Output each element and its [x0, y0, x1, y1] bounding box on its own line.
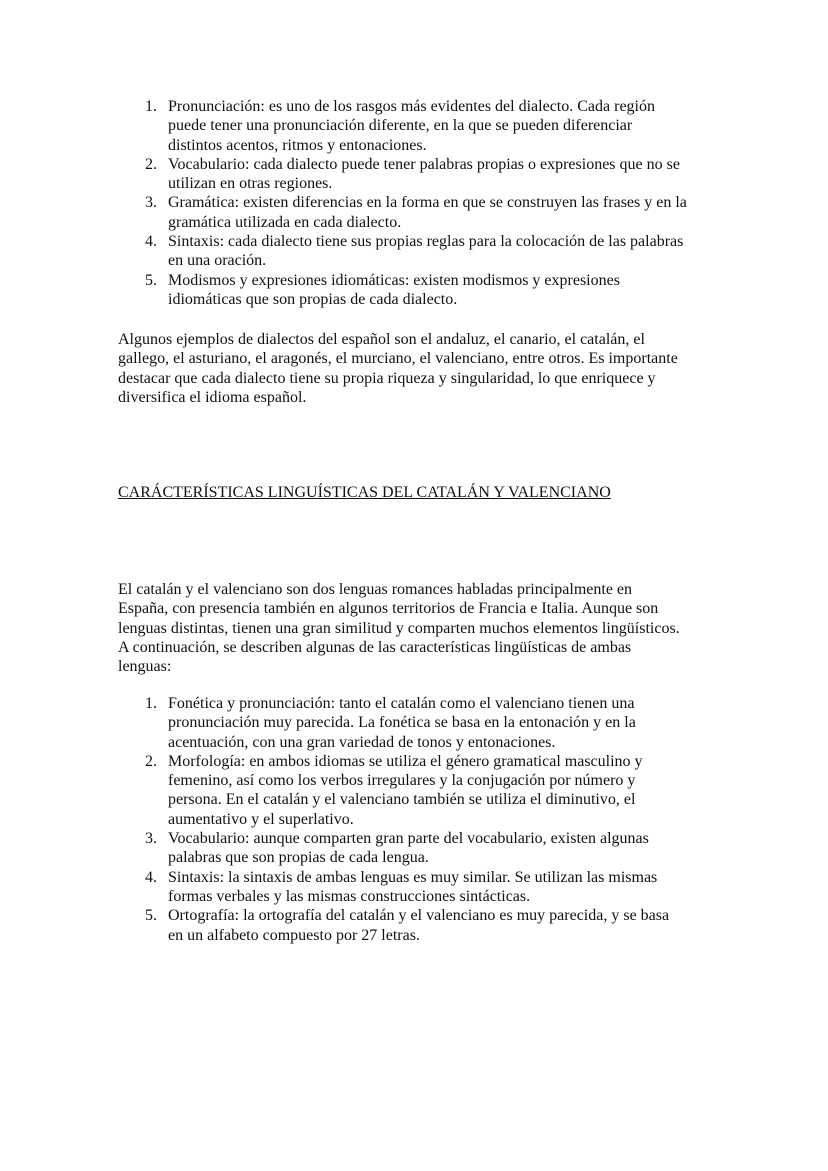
text-line: idiomáticas que son propias de cada dialecto. [168, 290, 458, 308]
text-line: gallego, el asturiano, el aragonés, el murciano, el valenciano, entre otros. Es importante [118, 350, 678, 368]
list-number: 2. [145, 155, 157, 173]
list-item [118, 97, 738, 155]
text-line: Algunos ejemplos de dialectos del español son el andaluz, el canario, el catalán, el [118, 331, 645, 348]
text-line: Sintaxis: la sintaxis de ambas lenguas es muy similar. Se utilizan las mismas [168, 868, 658, 886]
text-line: palabras que son propias de cada lengua. [168, 849, 429, 867]
list-item [118, 155, 738, 194]
list-item [118, 271, 738, 310]
list-number: 1. [145, 695, 157, 712]
text-line: acentuación, con una gran variedad de tonos y entonaciones. [168, 733, 556, 751]
text-line: Vocabulario: aunque comparten gran parte del vocabulario, existen algunas [168, 830, 649, 848]
text-line: lenguas: [118, 658, 172, 676]
text-line: puede tener una pronunciación diferente, en la que se pueden diferenciar [168, 117, 633, 135]
text-line: en un alfabeto compuesto por 27 letras. [168, 926, 420, 944]
text-line: Sintaxis: cada dialecto tiene sus propias reglas para la colocación de las palabras [168, 233, 684, 251]
text-line: A continuación, se describen algunas de las características lingüísticas de ambas [118, 638, 632, 656]
text-line: Gramática: existen diferencias en la forma en que se construyen las frases y en la [168, 194, 687, 212]
list-number: 3. [145, 830, 157, 848]
text-line: pronunciación muy parecida. La fonética se basa en la entonación y en la [168, 714, 636, 732]
list-number: 5. [145, 271, 157, 289]
text-line: Morfología: en ambos idiomas se utiliza el género gramatical masculino y [168, 752, 643, 770]
text-line: femenino, así como los verbos irregulares y la conjugación por número y [168, 772, 636, 790]
catalan-valencian-intro-paragraph [118, 580, 738, 676]
list-number: 4. [145, 868, 157, 886]
section-heading: CARÁCTERÍSTICAS LINGUÍSTICAS DEL CATALÁN Y VALENCIANO [118, 484, 611, 501]
text-line: Fonética y pronunciación: tanto el catalán como el valenciano tienen una [168, 695, 635, 712]
text-line: Pronunciación: es uno de los rasgos más evidentes del dialecto. Cada región [168, 98, 655, 115]
list-number: 1. [145, 98, 157, 115]
text-line: Modismos y expresiones idiomáticas: existen modismos y expresiones [168, 271, 620, 289]
text-line: formas verbales y las mismas construcciones sintácticas. [168, 887, 531, 905]
list-item [118, 752, 738, 829]
list-number: 4. [145, 233, 157, 251]
text-line: Ortografía: la ortografía del catalán y el valenciano es muy parecida, y se basa [168, 907, 670, 925]
list-item [118, 906, 738, 945]
dialect-examples-paragraph [118, 330, 738, 407]
list-number: 3. [145, 194, 157, 212]
text-line: en una oración. [168, 252, 267, 270]
text-line: utilizan en otras regiones. [168, 175, 333, 193]
dialect-features-list [118, 97, 738, 309]
list-item [118, 193, 738, 232]
list-item [118, 232, 738, 271]
section-heading-wrap [118, 483, 738, 502]
text-line: persona. En el catalán y el valenciano también se utiliza el diminutivo, el [168, 791, 636, 809]
text-line: lenguas distintas, tienen una gran similitud y comparten muchos elementos lingüísticos. [118, 619, 680, 637]
text-line: diversifica el idioma español. [118, 388, 307, 406]
list-item [118, 829, 738, 868]
text-line: destacar que cada dialecto tiene su propia riqueza y singularidad, lo que enriquece y [118, 369, 656, 387]
list-item [118, 694, 738, 752]
list-item [118, 868, 738, 907]
text-line: aumentativo y el superlativo. [168, 810, 354, 828]
text-line: distintos acentos, ritmos y entonaciones. [168, 136, 427, 154]
list-number: 2. [145, 752, 157, 770]
text-line: gramática utilizada en cada dialecto. [168, 213, 402, 231]
text-line: Vocabulario: cada dialecto puede tener palabras propias o expresiones que no se [168, 155, 680, 173]
list-number: 5. [145, 907, 157, 925]
text-line: España, con presencia también en algunos territorios de Francia e Italia. Aunque son [118, 600, 659, 618]
text-line: El catalán y el valenciano son dos lenguas romances habladas principalmente en [118, 581, 633, 598]
linguistic-features-list [118, 694, 738, 945]
